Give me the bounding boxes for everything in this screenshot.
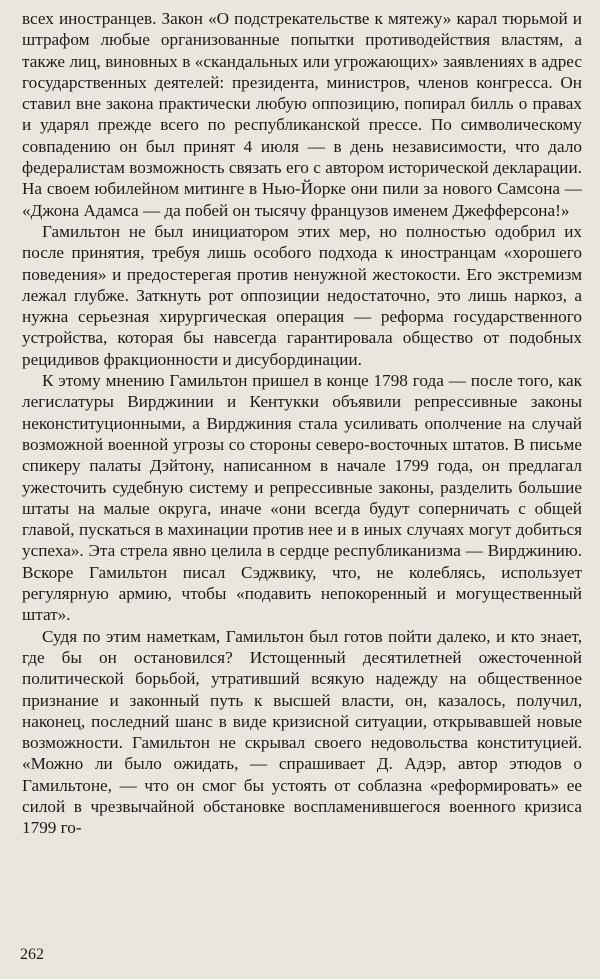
paragraph-1: всех иностранцев. Закон «О подстрекательстве к мятежу» карал тюрьмой и штрафом любые организованные попытки противодействия властям, а также лиц, виновных в «скандальных или угрожающих» заявлениях в адрес государственных деятелей: президента, министров, членов конгресса. Он ставил вне закона практически любую оппозицию, попирал билль о правах и ударял прежде всего по республиканской прессе. По символическому совпадению он был принят 4 июля — в день независимости, что дало федералистам возможность связать его с автором исторической декларации. На своем юбилейном митинге в Нью-Йорке они пили за нового Самсона — «Джона Адамса — да побей он тысячу французов именем Джефферсона!»: [22, 9, 582, 220]
paragraph-4: Судя по этим наметкам, Гамильтон был готов пойти далеко, и кто знает, где бы он остановился? Истощенный десятилетней ожесточенной политической борьбой, утративший всякую надежду на общественное признание и законный путь к высшей власти, он, казалось, получил, наконец, последний шанс в виде кризисной ситуации, открывавшей новые возможности. Гамильтон не скрывал своего недовольства конституцией. «Можно ли было ожидать, — спрашивает Д. Адэр, автор этюдов о Гамильтоне, — что он смог бы устоять от соблазна «реформировать» ее силой в чрезвычайной обстановке воспламенившегося военного кризиса 1799 го-: [22, 626, 582, 838]
page-body: [22, 8, 582, 839]
paragraph-3: К этому мнению Гамильтон пришел в конце 1798 года — после того, как легислатуры Вирджинии и Кентукки объявили репрессивные законы неконституционными, а Вирджиния стала усиливать ополчение на случай возможной военной угрозы со стороны северо-восточных штатов. В письме спикеру палаты Дэйтону, написанном в начале 1799 года, он предлагал ужесточить судебную систему и репрессивные законы, разделить большие штаты на малые округа, иначе «они всегда будут соперничать с общей главой, пускаться в махинации против нее и в иных случаях могут добиться успеха». Эта стрела явно целила в сердце республиканизма — Вирджинию. Вскоре Гамильтон писал Сэджвику, что, не колеблясь, использует регулярную армию, чтобы «подавить непокоренный и могущественный штат».: [22, 371, 582, 625]
page-number: 262: [20, 946, 44, 963]
paragraph-2: Гамильтон не был инициатором этих мер, но полностью одобрил их после принятия, требуя лишь особого подхода к иностранцам «хорошего поведения» и предостерегая против ненужной жестокости. Его экстремизм лежал глубже. Заткнуть рот оппозиции недостаточно, это лишь наркоз, а нужна серьезная хирургическая операция — реформа государственного устройства, которая бы навсегда гарантировала общество от подобных рецидивов фракционности и дисубординации.: [22, 221, 582, 369]
